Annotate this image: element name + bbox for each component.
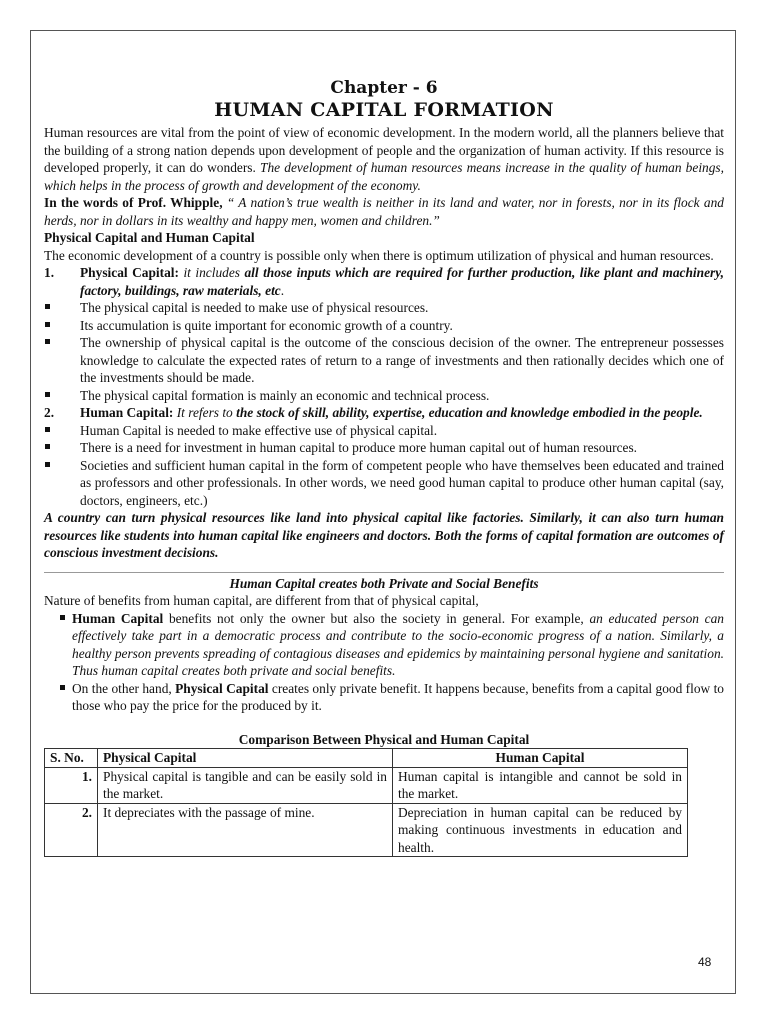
- table-row: [45, 767, 688, 803]
- item-bold-italic: all those inputs which are required for further production, like plant and machinery, factory, buildings, raw materials, etc: [80, 265, 725, 298]
- human-capital-definition: [44, 404, 724, 422]
- table-cell: It depreciates with the passage of mine.: [98, 803, 393, 857]
- bullet-icon: [44, 334, 80, 387]
- item-end: .: [280, 282, 285, 298]
- section-paragraph: The economic development of a country is possible only when there is optimum utilization of physical and human resources.: [44, 247, 714, 263]
- bullet-text: There is a need for investment in human capital to produce more human capital out of human resources.: [80, 440, 638, 455]
- quote-text: “ A nation’s true wealth is neither in its land and water, nor in forests, nor in its flock and herds, nor in dollars in its wealthy and happy men, women and children.”: [44, 195, 724, 228]
- list-item: [44, 680, 724, 715]
- whipple-quote: [44, 194, 724, 229]
- list-item: [44, 422, 724, 440]
- bullet-icon: [44, 422, 80, 440]
- list-item: [44, 334, 724, 387]
- item-label: Physical Capital:: [80, 265, 179, 280]
- bullet-italic: an educated person can effectively take part in a democratic process and contribute to the socio-economic progress of a nation. Similarly, a healthy person prevents spreading of contagious diseases and epidemics by maintaining personal hygiene and sanitation. Thus human capital creates both private and social benefits.: [72, 610, 725, 678]
- physical-capital-definition: [44, 264, 724, 299]
- item-italic: it includes: [178, 265, 245, 280]
- item-number: 1.: [44, 265, 55, 280]
- bullet-bold: Human Capital: [72, 610, 164, 626]
- conclusion-text: A country can turn physical resources like land into physical capital like factories. Similarly, it can also turn human resources like students into human capital like engineers and doctors. Both the forms of capital formation are outcomes of conscious investment decisions.: [44, 510, 724, 560]
- item-number: 2.: [44, 405, 55, 420]
- bullet-icon: [44, 439, 80, 457]
- list-item: [44, 439, 724, 457]
- benefits-heading: Human Capital creates both Private and Social Benefits: [229, 575, 539, 591]
- page-title: HUMAN CAPITAL FORMATION: [214, 99, 554, 121]
- bullet-text: benefits not only the owner but also the society in general. For example,: [163, 610, 590, 626]
- conclusion-paragraph: [44, 509, 724, 562]
- column-header: Human Capital: [393, 749, 688, 768]
- bullet-bold: Physical Capital: [175, 680, 269, 696]
- intro-paragraph: [44, 124, 724, 194]
- intro-italic-text: The development of human resources means increase in the quality of human beings, which helps in the process of growth and development of the economy.: [44, 160, 724, 193]
- bullet-icon: [44, 680, 72, 715]
- quote-lead: In the words of Prof. Whipple,: [44, 195, 223, 210]
- list-item: [44, 299, 724, 317]
- bullet-icon: [44, 387, 80, 405]
- column-header: Physical Capital: [98, 749, 393, 768]
- bullet-icon: [44, 457, 80, 510]
- table-cell: 2.: [45, 803, 98, 857]
- bullet-text: Its accumulation is quite important for economic growth of a country.: [80, 317, 453, 333]
- bullet-text: The physical capital is needed to make use of physical resources.: [80, 300, 429, 315]
- bullet-text: Human Capital is needed to make effective use of physical capital.: [80, 422, 438, 438]
- page-number: 48: [698, 955, 712, 969]
- table-cell: Depreciation in human capital can be reduced by making continuous investments in education and health.: [393, 803, 688, 857]
- table-cell: Human capital is intangible and cannot be sold in the market.: [393, 767, 688, 803]
- comparison-table: [44, 748, 688, 857]
- divider: [44, 572, 724, 573]
- column-header: S. No.: [45, 749, 98, 768]
- bullet-icon: [44, 610, 72, 680]
- item-label: Human Capital:: [80, 405, 174, 420]
- benefits-intro: Nature of benefits from human capital, are different from that of physical capital,: [44, 593, 479, 608]
- table-header-row: [45, 749, 688, 768]
- table-cell: 1.: [45, 767, 98, 803]
- section-heading: Physical Capital and Human Capital: [44, 230, 255, 245]
- bullet-icon: [44, 299, 80, 317]
- bullet-icon: [44, 317, 80, 335]
- bullet-text: On the other hand,: [72, 680, 176, 696]
- document-body: [44, 78, 724, 857]
- list-item: [44, 317, 724, 335]
- bullet-text: creates only private benefit. It happens because, benefits from a capital good flow to those who pay the price for the produced by it.: [72, 680, 724, 713]
- list-item: [44, 387, 724, 405]
- chapter-label: Chapter - 6: [330, 78, 438, 98]
- list-item: [44, 610, 724, 680]
- table-cell: Physical capital is tangible and can be easily sold in the market.: [98, 767, 393, 803]
- bullet-text: The physical capital formation is mainly an economic and technical process.: [80, 387, 490, 403]
- intro-text: Human resources are vital from the point of view of economic development. In the modern world, all the planners believe that the building of a strong nation depends upon development of people and the organization of human activity. If this resource is developed properly, it can do wonders.: [44, 125, 724, 175]
- bullet-text: The ownership of physical capital is the outcome of the conscious decision of the owner. The entrepreneur possesses knowledge to calculate the expected rates of return to a range of investments and then rationally decides which one of the investments should be made.: [80, 335, 724, 385]
- item-bold-italic: the stock of skill, ability, expertise, education and knowledge embodied in the people.: [236, 405, 703, 420]
- list-item: [44, 457, 724, 510]
- comparison-title: Comparison Between Physical and Human Capital: [238, 731, 530, 747]
- table-row: [45, 803, 688, 857]
- item-italic: It refers to: [173, 405, 237, 420]
- bullet-text: Societies and sufficient human capital in the form of competent people who have themselves been educated and trained as professors and other professionals. In other words, we need good human capital to produce other human capital (say, doctors, engineers, etc.): [80, 457, 724, 508]
